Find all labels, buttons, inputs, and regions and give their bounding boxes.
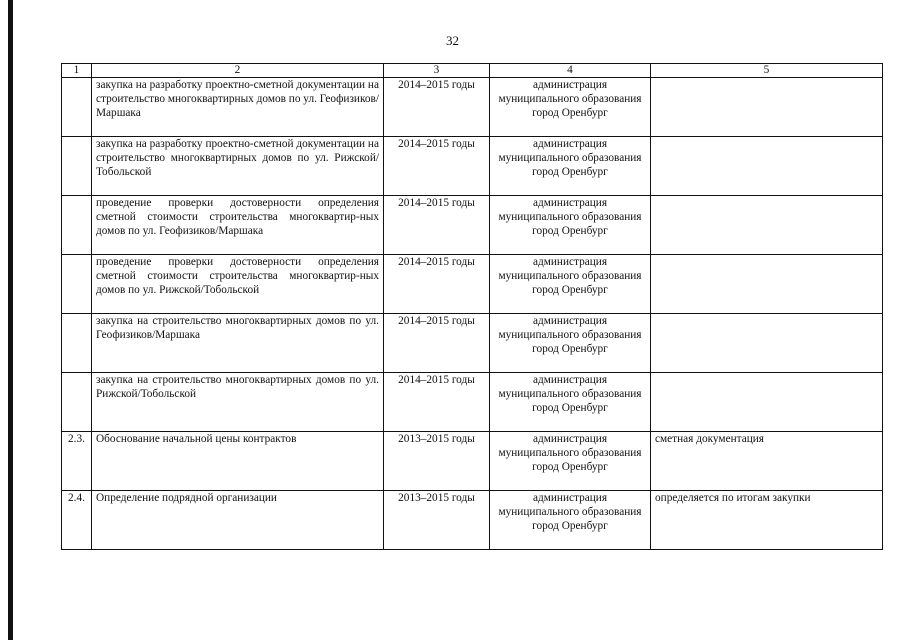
row-executor: администрация муниципального образования город Оренбург <box>490 137 651 196</box>
row-description: закупка на строительство многоквартирных домов по ул. Геофизиков/Маршака <box>92 314 384 373</box>
table-row <box>62 432 883 491</box>
row-result <box>651 255 883 314</box>
row-period: 2014–2015 годы <box>384 373 490 432</box>
row-number: 2.3. <box>62 432 92 491</box>
row-result <box>651 78 883 137</box>
row-executor: администрация муниципального образования город Оренбург <box>490 373 651 432</box>
row-number <box>62 314 92 373</box>
column-header-3: 3 <box>384 64 490 78</box>
row-description: закупка на разработку проектно-сметной документации на строительство многоквартирных домов по ул. Геофизиков/Маршака <box>92 78 384 137</box>
row-result <box>651 373 883 432</box>
row-description: закупка на строительство многоквартирных домов по ул. Рижской/Тобольской <box>92 373 384 432</box>
scan-edge-bar <box>8 0 13 640</box>
column-header-2: 2 <box>92 64 384 78</box>
row-period: 2013–2015 годы <box>384 432 490 491</box>
measures-table <box>61 63 883 550</box>
row-executor: администрация муниципального образования город Оренбург <box>490 432 651 491</box>
row-number: 2.4. <box>62 491 92 550</box>
table-row <box>62 255 883 314</box>
table-row <box>62 491 883 550</box>
row-period: 2014–2015 годы <box>384 137 490 196</box>
row-number <box>62 137 92 196</box>
column-header-4: 4 <box>490 64 651 78</box>
header-row <box>62 64 883 78</box>
row-period: 2013–2015 годы <box>384 491 490 550</box>
row-period: 2014–2015 годы <box>384 314 490 373</box>
row-number <box>62 196 92 255</box>
table-row <box>62 196 883 255</box>
column-header-1: 1 <box>62 64 92 78</box>
row-description: закупка на разработку проектно-сметной документации на строительство многоквартирных домов по ул. Рижской/Тобольской <box>92 137 384 196</box>
table-row <box>62 78 883 137</box>
row-description: проведение проверки достоверности определения сметной стоимости строительства многоквартир-ных домов по ул. Рижской/Тобольской <box>92 255 384 314</box>
row-description: проведение проверки достоверности определения сметной стоимости строительства многоквартир-ных домов по ул. Геофизиков/Маршака <box>92 196 384 255</box>
row-result: сметная документация <box>651 432 883 491</box>
row-description: Определение подрядной организации <box>92 491 384 550</box>
row-number <box>62 78 92 137</box>
table-row <box>62 373 883 432</box>
row-result <box>651 314 883 373</box>
row-executor: администрация муниципального образования город Оренбург <box>490 255 651 314</box>
row-executor: администрация муниципального образования город Оренбург <box>490 491 651 550</box>
row-executor: администрация муниципального образования город Оренбург <box>490 314 651 373</box>
column-header-5: 5 <box>651 64 883 78</box>
row-description: Обоснование начальной цены контрактов <box>92 432 384 491</box>
row-period: 2014–2015 годы <box>384 78 490 137</box>
row-period: 2014–2015 годы <box>384 255 490 314</box>
table-row <box>62 314 883 373</box>
table-row <box>62 137 883 196</box>
row-number <box>62 255 92 314</box>
row-period: 2014–2015 годы <box>384 196 490 255</box>
row-result: определяется по итогам закупки <box>651 491 883 550</box>
row-number <box>62 373 92 432</box>
row-result <box>651 137 883 196</box>
row-result <box>651 196 883 255</box>
row-executor: администрация муниципального образования город Оренбург <box>490 78 651 137</box>
row-executor: администрация муниципального образования город Оренбург <box>490 196 651 255</box>
page-number: 32 <box>446 33 459 48</box>
